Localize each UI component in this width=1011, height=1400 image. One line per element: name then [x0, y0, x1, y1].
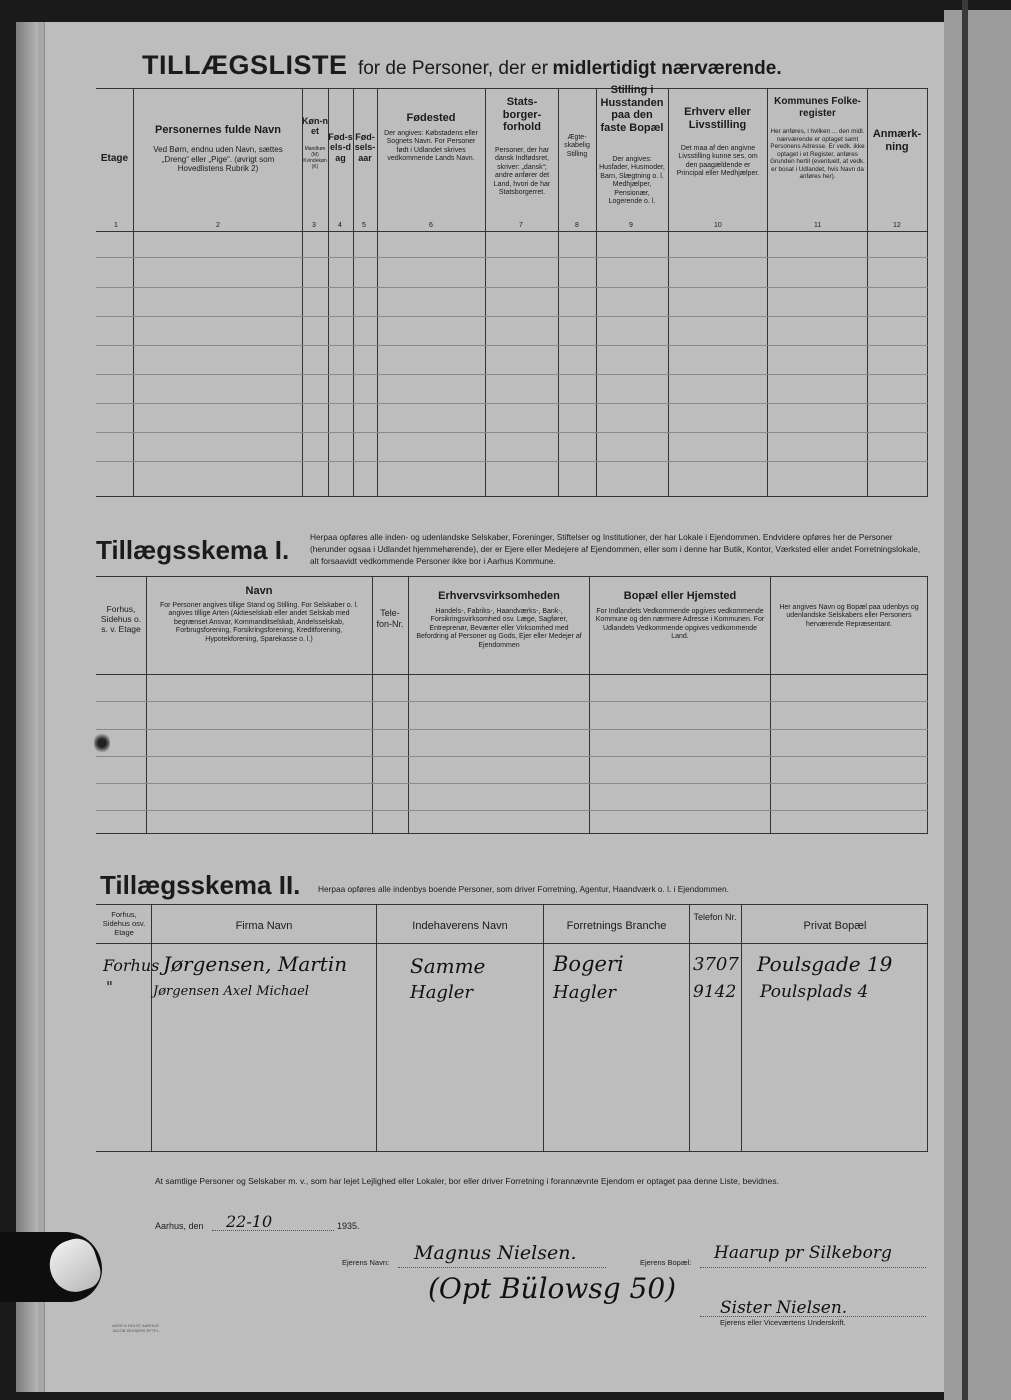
next-page-edge	[944, 10, 1011, 1400]
col-num-4: 4	[338, 222, 342, 229]
s2-col-firma: Firma Navn	[235, 920, 293, 932]
footer-statement: At samtlige Personer og Selskaber m. v., som har lejet Lejlighed eller Lokaler, bor eller driver Forretning i forannævnte Ejendom er optaget paa denne Liste, bevidnes.	[155, 1176, 779, 1186]
title-main: TILLÆGSLISTE	[142, 50, 348, 80]
s1-col-navn-sub: For Personer angives tillige Stand og Stilling. For Selskaber o. l. angives tillige Arten (Aktieselskab eller andet Selskab med begrænset Ansvar, Kommanditselskab, Andelsselskab, Forbrugsforening, Forsikringsforening, Kreditforening, Hypotekforening, Sparekasse o. l.)	[159, 602, 359, 643]
col-num-10: 10	[714, 222, 722, 229]
binding-strip	[38, 22, 45, 1392]
s2-col-bopael: Privat Bopæl	[803, 920, 867, 932]
owner-name-label: Ejerens Navn:	[342, 1258, 390, 1267]
book-spine	[16, 22, 38, 1392]
s2-row1-indehaver: Samme	[410, 954, 486, 978]
col-folkeregister-sub: Her anføres, i hvilken ... den midl. nærværende er optaget samt Personens Adresse. Er vedk. ikke optaget i et Register, anføres Grunden hertil (eventuelt, at vedk. er bosat i Udlandet, hvis Navn da anføres her).	[770, 128, 865, 181]
col-folkeregister-head: Kommunes Folke-register	[774, 96, 861, 119]
col-kon-head: Køn-net	[302, 116, 328, 137]
col-num-3: 3	[312, 222, 316, 229]
col-fodselsaar-head: Fød-sels-aar	[354, 132, 376, 163]
footer-city: Aarhus, den	[155, 1221, 204, 1231]
col-kon-sub: Mandkøn (M) Kvindekøn (K)	[303, 146, 327, 170]
col-num-1: 1	[114, 222, 118, 229]
col-erhverv-head: Erhverv eller Livsstilling	[684, 106, 751, 131]
s2-row1-branche: Bogeri	[553, 952, 624, 976]
ink-blot	[94, 732, 110, 754]
schema-one-intro: Herpaa opføres alle inden- og udenlandske Selskaber, Foreninger, Stiftelser og Institutioner, der har Lokale i Ejendommen. Endvidere opføres her de Personer (herunder ogsaa i Udlandet hjemmehørende), der er Ejere eller Medejere af Ejendommen, eller som i denne har Butik, Kontor, Værksted eller andet Forretningslokale, alt forsaavidt vedkommende Personer ikke bor i Aarhus Kommune.	[310, 532, 921, 567]
s1-col-bopael-head: Bopæl eller Hjemsted	[623, 590, 737, 602]
s1-col-telefon: Tele-fon-Nr.	[376, 608, 404, 629]
schema-two-intro: Herpaa opføres alle indenbys boende Personer, som driver Forretning, Agentur, Haandværk o. l. i Ejendommen.	[318, 884, 729, 894]
s2-row2-indehaver: Hagler	[410, 982, 473, 1003]
s2-col-indehaver: Indehaverens Navn	[412, 920, 508, 932]
s1-col-etage: Forhus, Sidehus o. s. v. Etage	[100, 604, 142, 635]
col-num-7: 7	[519, 222, 523, 229]
col-etage-head: Etage	[100, 153, 129, 164]
s2-row1-bopael: Poulsgade 19	[757, 952, 893, 976]
col-num-2: 2	[216, 222, 220, 229]
owner-name-hand: Magnus Nielsen.	[414, 1242, 577, 1264]
col-erhverv-sub: Det maa af den angivne Livsstilling kunne ses, om den paagældende er Principal eller Medhjælper.	[676, 145, 760, 178]
col-statsborger-head: Stats-borger-forhold	[502, 96, 542, 134]
col-statsborger-sub: Personer, der har dansk Indfødsret, skriver: „dansk“; andre anfører det Land, hvori de har Statsborgerret.	[493, 147, 551, 196]
footer-year: 1935.	[337, 1221, 360, 1231]
s2-row2-firma: Jørgensen Axel Michael	[153, 984, 309, 999]
title-bold-end: midlertidigt nærværende.	[552, 58, 782, 79]
col-num-9: 9	[629, 222, 633, 229]
s2-row2-etage: "	[106, 978, 113, 996]
title-rest: for de Personer, der er	[357, 58, 549, 79]
owner-address-hand: Haarup pr Silkeborg	[714, 1243, 892, 1263]
col-num-8: 8	[575, 222, 579, 229]
s2-row1-firma: Jørgensen, Martin	[163, 952, 348, 976]
address-note-hand: (Opt Bülowsg 50)	[428, 1272, 677, 1305]
col-aegteskabelig-head: Ægte-skabelig Stilling	[564, 134, 590, 158]
form-page	[16, 22, 944, 1392]
s2-row1-etage: Forhus	[103, 956, 160, 975]
s2-row2-telefon: 9142	[693, 982, 737, 1002]
schema-one-title: Tillægsskema I.	[96, 535, 290, 565]
s1-col-erhverv-sub: Handels-, Fabriks-, Haandværks-, Bank-, Forsikringsvirksomhed osv. Læge, Sagfører, Entreprenør, Beværter eller Virksomhed med Befordring af Personer og Gods, Ejer eller Medejer af Ejendommen	[416, 608, 582, 649]
signature-label: Ejerens eller Viceværtens Underskrift.	[720, 1318, 846, 1327]
col-fodested-head: Fødested	[406, 112, 456, 124]
page-title	[142, 50, 782, 81]
printer-mark: AKER & HOLST AARHUS JACOB ZEUNERS EFTFL.	[112, 1323, 161, 1334]
col-stilling-sub: Der angives: Husfader, Husmoder, Barn, Slægtning o. l. Medhjælper, Pensionær, Logerende o. l.	[599, 156, 665, 205]
col-fodested-sub: Der angives: Købstadens eller Sognets Navn. For Personer født i Udlandet skrives vedkommende Lands Navn.	[384, 130, 478, 163]
s1-col-navn-head: Navn	[245, 585, 273, 597]
signature-hand: Sister Nielsen.	[720, 1298, 848, 1318]
col-num-5: 5	[362, 222, 366, 229]
col-num-12: 12	[893, 222, 901, 229]
s1-col-bopael-sub: For Indlandets Vedkommende opgives vedkommende Kommune og den nærmere Adresse i Kommunen. For Udlandets Vedkommende opgives vedkommende Land.	[595, 608, 765, 641]
s1-col-erhverv-head: Erhvervsvirksomheden	[438, 590, 560, 602]
col-navn-head: Personernes fulde Navn	[155, 124, 281, 136]
s2-col-telefon: Telefon Nr.	[693, 912, 737, 922]
col-num-11: 11	[814, 222, 822, 229]
s1-col-repraesentant: Her angives Navn og Bopæl paa udenbys og udenlandske Selskabers eller Personers herværende Repræsentant.	[779, 604, 919, 628]
col-num-6: 6	[429, 222, 433, 229]
s2-row2-branche: Hagler	[553, 982, 616, 1003]
schema-two-title: Tillægsskema II.	[100, 870, 301, 900]
s2-row1-telefon: 3707	[693, 954, 739, 975]
col-navn-sub: Ved Børn, endnu uden Navn, sættes „Dreng“ eller „Pige“. (øvrigt som Hovedlistens Rubrik 2)	[153, 145, 283, 174]
s2-col-etage: Forhus, Sidehus osv. Etage	[102, 910, 146, 937]
footer-date-hand: 22-10	[226, 1212, 273, 1231]
s2-row2-bopael: Poulsplads 4	[760, 982, 869, 1002]
col-stilling-head: Stilling i Husstanden paa den faste Bopæl	[600, 84, 664, 134]
col-fodselsdag-head: Fød-sels-dag	[328, 132, 353, 163]
owner-address-label: Ejerens Bopæl:	[640, 1258, 692, 1267]
page-gap	[962, 0, 968, 1400]
s2-col-branche: Forretnings Branche	[566, 920, 667, 932]
col-anmaerkning-head: Anmærk-ning	[872, 128, 922, 153]
